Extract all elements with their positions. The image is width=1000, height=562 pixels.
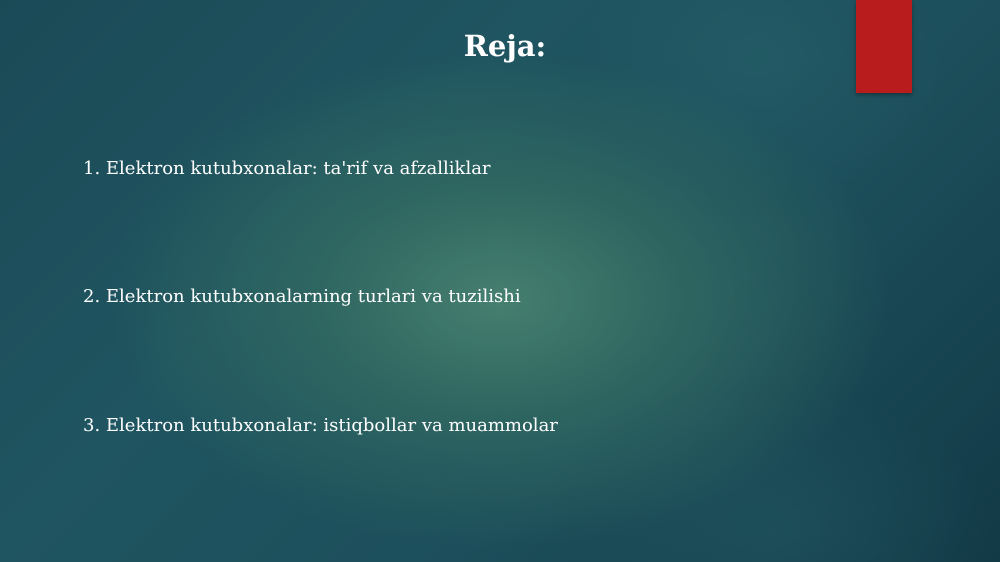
agenda-item-2: 2. Elektron kutubxonalarning turlari va tuzilishi xyxy=(83,286,521,307)
slide-title: Reja: xyxy=(463,29,547,63)
agenda-item-3: 3. Elektron kutubxonalar: istiqbollar va muammolar xyxy=(83,415,558,436)
agenda-item-1: 1. Elektron kutubxonalar: ta'rif va afzalliklar xyxy=(83,158,491,179)
